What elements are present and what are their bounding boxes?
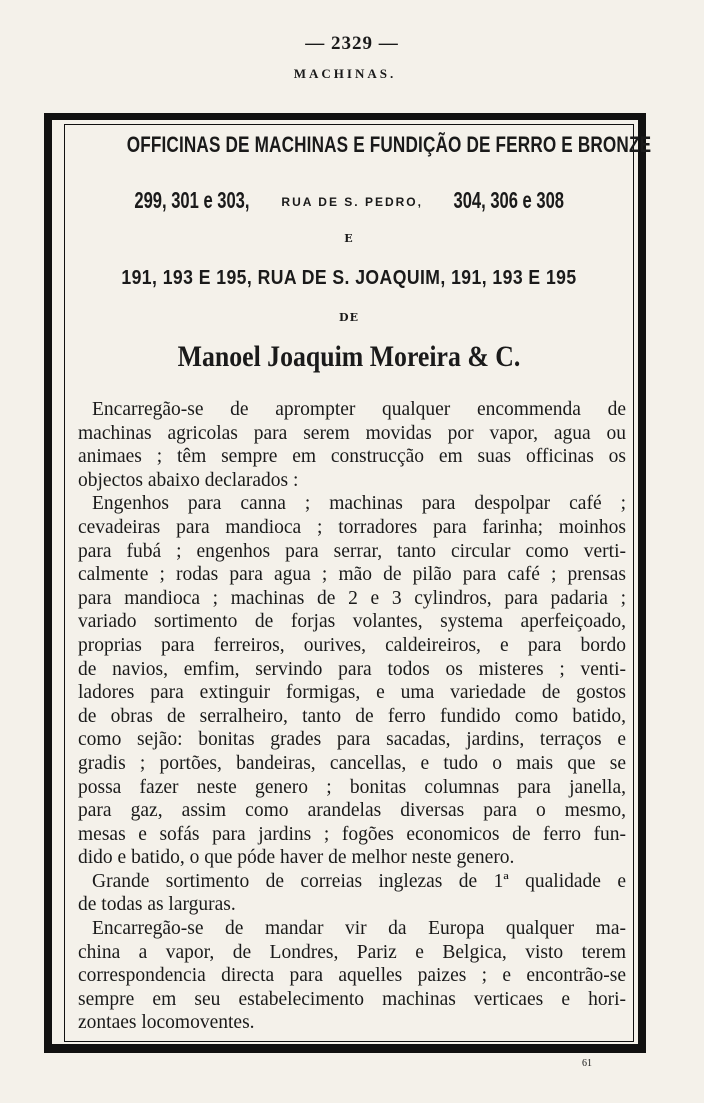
body-line: china a vapor, de Londres, Pariz e Belgica, visto terem — [78, 941, 626, 963]
body-line: cevadeiras para mandioca ; torradores para farinha; moinhos — [78, 516, 626, 538]
body-line: de obras de serralheiro, tanto de ferro fundido como batido, — [78, 705, 626, 727]
body-line: para gaz, assim como arandelas diversas para o mesmo, — [78, 800, 626, 822]
address-numbers-left: 299, 301 e 303, — [134, 187, 250, 213]
signature-mark: 61 — [582, 1058, 592, 1069]
body-line: dido e batido, o que póde haver de melhor neste genero. — [78, 847, 515, 869]
preposition-de: DE — [339, 311, 359, 324]
body-line: correspondencia directa para aquelles paizes ; e encontrão-se — [78, 965, 626, 987]
body-line: de navios, emfim, servindo para todos os misteres ; venti- — [78, 658, 626, 680]
address-line-pedro — [64, 187, 634, 214]
body-line: para fubá ; engenhos para serrar, tanto circular como verti- — [78, 540, 626, 562]
page-number: — 2329 — — [305, 33, 399, 54]
body-line: possa fazer neste genero ; bonitas columnas para janella, — [78, 776, 626, 798]
body-line: calmente ; rodas para agua ; mão de pilão para café ; prensas — [78, 564, 626, 586]
body-line: como sejão: bonitas grades para sacadas, jardins, terraços e — [78, 729, 626, 751]
body-line: sempre em seu estabelecimento machinas verticaes e hori- — [78, 988, 626, 1010]
body-line: Encarregão-se de mandar vir da Europa qualquer ma- — [92, 918, 626, 940]
body-line: objectos abaixo declarados : — [78, 469, 299, 491]
address-numbers-right: 304, 306 e 308 — [453, 187, 565, 213]
body-line: animaes ; têm sempre em construcção em suas officinas os — [78, 446, 626, 468]
body-line: ladores para extinguir formigas, e uma variedade de gostos — [78, 682, 626, 704]
body-line: gradis ; portões, bandeiras, cancellas, e tudo o mais que se — [78, 752, 626, 774]
street-name-pedro: RUA DE S. PEDRO, — [281, 195, 423, 209]
body-line: proprias para ferreiros, ourives, caldeireiros, e para bordo — [78, 634, 626, 656]
body-line: para mandioca ; machinas de 2 e 3 cylindros, para padaria ; — [78, 587, 626, 609]
advertisement-headline: OFFICINAS DE MACHINAS E FUNDIÇÃO DE FERRO E BRONZE — [126, 132, 652, 157]
address-line-joaquim: 191, 193 E 195, RUA DE S. JOAQUIM, 191, 193 E 195 — [121, 267, 577, 289]
body-line: variado sortimento de forjas volantes, systema aperfeiçoado, — [78, 611, 626, 633]
body-line: de todas as larguras. — [78, 894, 236, 916]
body-line: mesas e sofás para jardins ; fogões economicos de ferro fun- — [78, 823, 626, 845]
body-line: Grande sortimento de correias inglezas de 1ª qualidade e — [92, 870, 626, 892]
advertisement-body — [78, 398, 626, 1035]
body-line: Engenhos para canna ; machinas para despolpar café ; — [92, 493, 626, 515]
body-line: machinas agricolas para serem movidas por vapor, agua ou — [78, 422, 626, 444]
body-line: zontaes locomoventes. — [78, 1012, 255, 1034]
section-title: MACHINAS. — [293, 66, 397, 81]
conjunction-e: E — [344, 232, 354, 245]
firm-name: Manoel Joaquim Moreira & C. — [177, 340, 521, 373]
body-line: Encarregão-se de aprompter qualquer encommenda de — [92, 399, 626, 420]
